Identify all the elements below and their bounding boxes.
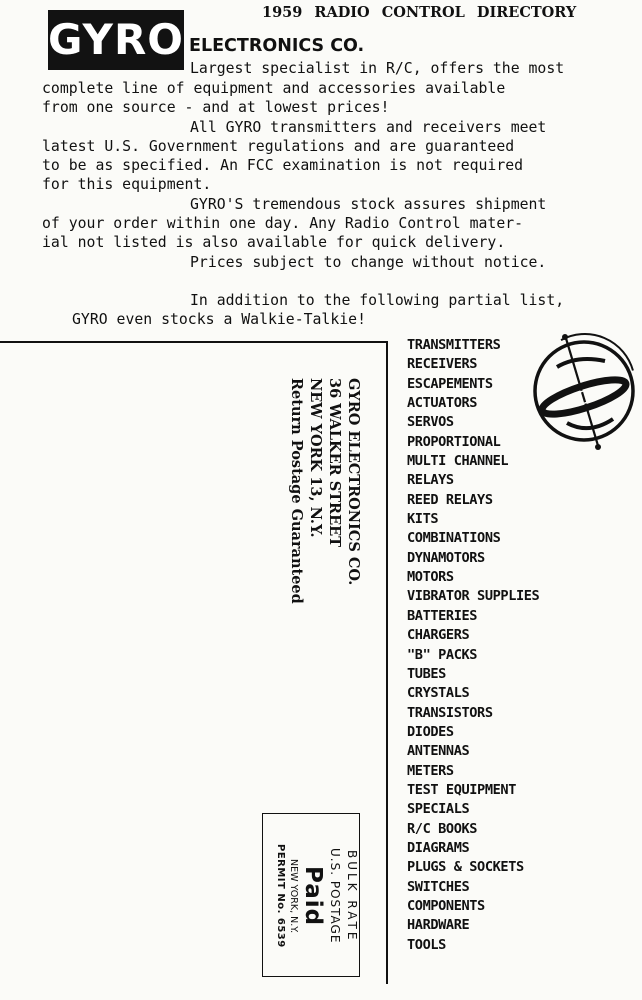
body-line: All GYRO transmitters and receivers meet bbox=[190, 119, 547, 136]
list-item: SWITCHES bbox=[407, 878, 470, 895]
permit-city: NEW YORK, N.Y. bbox=[288, 858, 299, 934]
list-item: ESCAPEMENTS bbox=[407, 375, 493, 392]
body-line: Largest specialist in R/C, offers the most bbox=[190, 60, 565, 77]
address-line-company: GYRO ELECTRONICS CO. bbox=[345, 378, 362, 586]
postage-permit-box bbox=[262, 813, 360, 977]
body-line: for this equipment. bbox=[42, 176, 212, 193]
body-line: of your order within one day. Any Radio Control mater- bbox=[42, 215, 524, 232]
list-item: CHARGERS bbox=[407, 627, 470, 644]
list-item: HARDWARE bbox=[407, 917, 470, 934]
body-line: Prices subject to change without notice. bbox=[190, 254, 547, 271]
list-item: TEST EQUIPMENT bbox=[407, 781, 516, 798]
body-line: to be as specified. An FCC examination is not required bbox=[42, 157, 524, 174]
body-line: complete line of equipment and accessories available bbox=[42, 80, 506, 97]
list-item: DYNAMOTORS bbox=[407, 549, 485, 566]
address-line-city: NEW YORK 13, N.Y. bbox=[307, 378, 324, 538]
permit-paid: Paid bbox=[300, 865, 326, 927]
list-item: DIODES bbox=[407, 723, 454, 740]
mailing-address bbox=[287, 378, 363, 604]
list-item: ACTUATORS bbox=[407, 395, 478, 412]
gyroscope-icon bbox=[527, 333, 641, 453]
list-item: "B" PACKS bbox=[407, 646, 478, 663]
body-line: from one source - and at lowest prices! bbox=[42, 99, 390, 116]
divider-vertical bbox=[386, 341, 388, 984]
permit-number: PERMIT No. 6539 bbox=[275, 844, 286, 948]
list-item: MULTI CHANNEL bbox=[407, 453, 509, 470]
body-line: latest U.S. Government regulations and are guaranteed bbox=[42, 138, 515, 155]
body-line: In addition to the following partial list, bbox=[190, 292, 565, 309]
list-item: R/C BOOKS bbox=[407, 820, 478, 837]
list-item: COMBINATIONS bbox=[407, 530, 501, 547]
gyro-logo: GYRO bbox=[48, 10, 184, 70]
list-item: TUBES bbox=[407, 665, 446, 682]
list-item: ANTENNAS bbox=[407, 743, 470, 760]
company-name: ELECTRONICS CO. bbox=[189, 36, 365, 56]
list-item: METERS bbox=[407, 762, 454, 779]
product-list bbox=[407, 336, 539, 955]
divider-horizontal bbox=[0, 341, 387, 343]
list-item: TRANSISTORS bbox=[407, 704, 493, 721]
list-item: KITS bbox=[407, 511, 439, 528]
address-line-return: Return Postage Guaranteed bbox=[288, 378, 305, 604]
list-item: PROPORTIONAL bbox=[407, 433, 501, 450]
list-item: REED RELAYS bbox=[407, 491, 493, 508]
permit-postage: U.S. POSTAGE bbox=[328, 848, 342, 944]
body-line: GYRO even stocks a Walkie-Talkie! bbox=[72, 311, 366, 328]
list-item: MOTORS bbox=[407, 569, 454, 586]
list-item: SERVOS bbox=[407, 414, 454, 431]
body-line: ial not listed is also available for quick delivery. bbox=[42, 234, 506, 251]
address-line-street: 36 WALKER STREET bbox=[326, 378, 343, 547]
list-item: COMPONENTS bbox=[407, 897, 485, 914]
list-item: CRYSTALS bbox=[407, 685, 470, 702]
list-item: RELAYS bbox=[407, 472, 454, 489]
directory-title: 1959 RADIO CONTROL DIRECTORY bbox=[262, 4, 577, 21]
list-item: BATTERIES bbox=[407, 607, 478, 624]
body-line: GYRO'S tremendous stock assures shipment bbox=[190, 196, 547, 213]
list-item: TOOLS bbox=[407, 936, 446, 953]
list-item: DIAGRAMS bbox=[407, 839, 470, 856]
list-item: PLUGS & SOCKETS bbox=[407, 859, 524, 876]
list-item: VIBRATOR SUPPLIES bbox=[407, 588, 540, 605]
list-item: TRANSMITTERS bbox=[407, 337, 501, 353]
list-item: RECEIVERS bbox=[407, 356, 478, 373]
permit-bulk-rate: BULK RATE bbox=[345, 849, 359, 943]
list-item: SPECIALS bbox=[407, 801, 470, 818]
